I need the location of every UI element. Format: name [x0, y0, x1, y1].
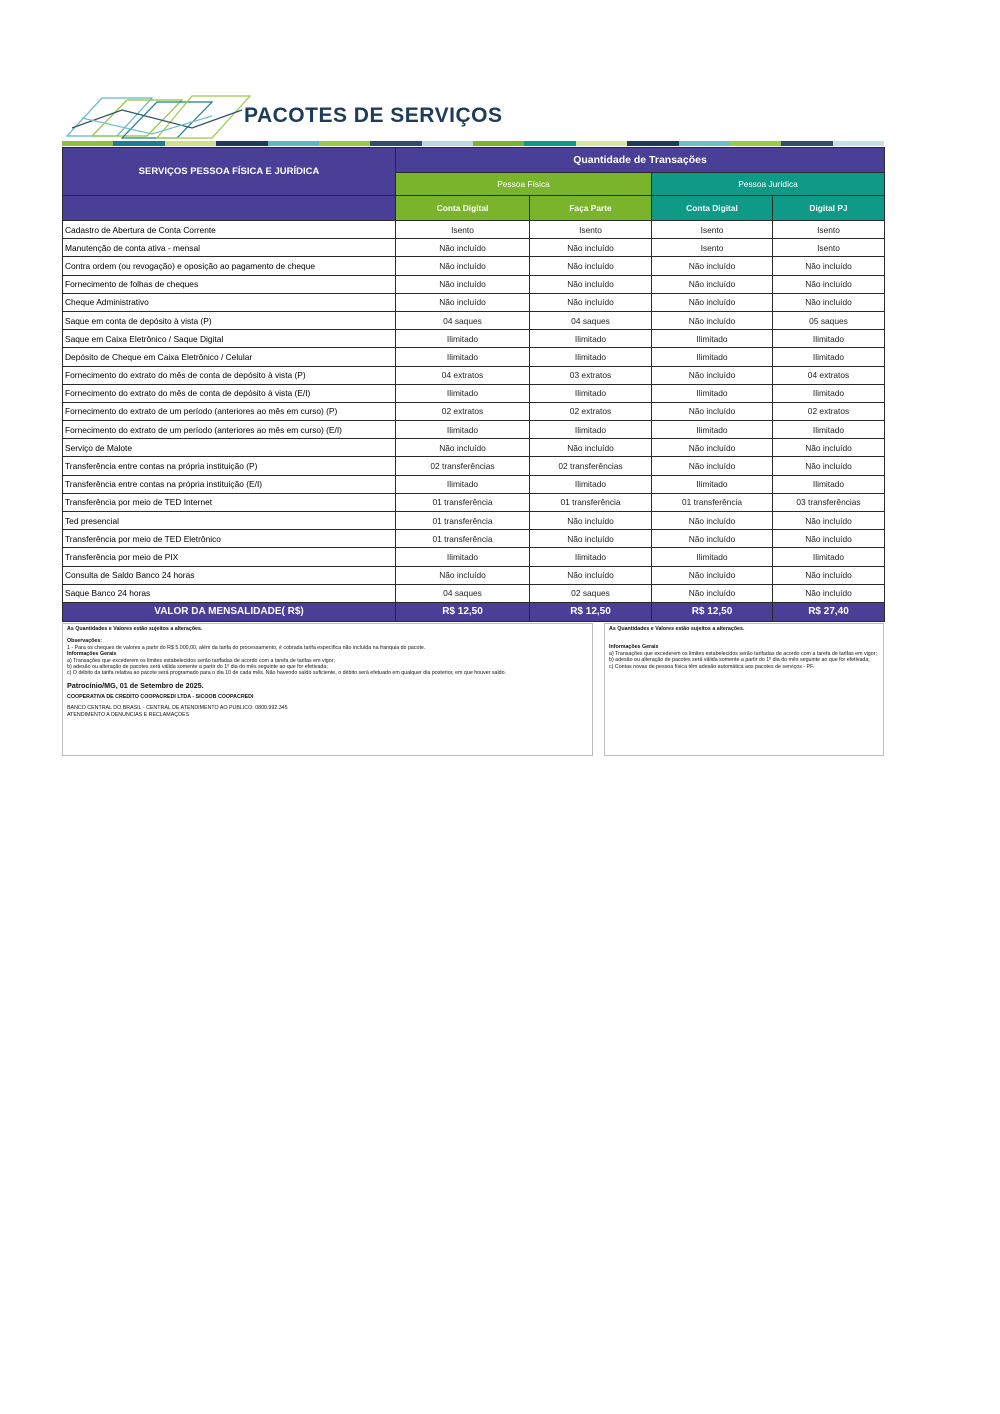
service-value: Não incluído [652, 439, 773, 457]
service-value: Não incluído [652, 584, 773, 602]
service-name: Serviço de Malote [63, 439, 396, 457]
service-value: Ilimitado [652, 384, 773, 402]
service-value: Não incluído [773, 566, 885, 584]
service-value: Ilimitado [652, 330, 773, 348]
service-name: Transferência por meio de TED Eletrônico [63, 530, 396, 548]
service-value: Ilimitado [396, 348, 530, 366]
table-row [63, 348, 885, 366]
table-row [63, 457, 885, 475]
stripe-segment [473, 141, 524, 146]
service-name: Depósito de Cheque em Caixa Eletrônico / Celular [63, 348, 396, 366]
service-value: Não incluído [773, 275, 885, 293]
service-value: Isento [773, 221, 885, 239]
service-value: Não incluído [652, 366, 773, 384]
cooperative-logo-icon [62, 88, 252, 146]
service-value: Não incluído [530, 257, 652, 275]
price-value: R$ 12,50 [530, 602, 652, 621]
service-value: Não incluído [773, 457, 885, 475]
service-value: Não incluído [530, 293, 652, 311]
service-value: Ilimitado [530, 421, 652, 439]
service-name: Fornecimento de folhas de cheques [63, 275, 396, 293]
price-value: R$ 12,50 [652, 602, 773, 621]
place-date: Patrocínio/MG, 01 de Setembro de 2025. [67, 680, 204, 690]
service-value: 05 saques [773, 311, 885, 329]
service-value: 04 extratos [773, 366, 885, 384]
table-row [63, 275, 885, 293]
notes-right-box [604, 623, 884, 756]
service-value: 02 extratos [773, 402, 885, 420]
service-value: Não incluído [530, 439, 652, 457]
service-value: Ilimitado [396, 384, 530, 402]
service-value: Não incluído [773, 584, 885, 602]
stripe-segment [113, 141, 164, 146]
service-value: Não incluído [773, 530, 885, 548]
service-value: Ilimitado [773, 348, 885, 366]
price-value: R$ 12,50 [396, 602, 530, 621]
stripe-segment [370, 141, 421, 146]
table-row [63, 257, 885, 275]
info-b-left: b) adesão ou alteração de pacotes será válida somente a partir do 1º dia do mês seguinte ao que for efetivada; [67, 664, 328, 671]
table-row [63, 475, 885, 493]
stripe-segment [422, 141, 473, 146]
service-value: Não incluído [652, 257, 773, 275]
info-title-right: Informações Gerais [609, 644, 659, 651]
service-value: Ilimitado [396, 421, 530, 439]
stripe-segment [319, 141, 370, 146]
complaints-line: ATENDIMENTO A DENÚNCIAS E RECLAMAÇÕES [67, 711, 190, 718]
info-a-left: a) Transações que excederem os limites estabelecidos serão tarifadas de acordo com a tarefa de tarifas em vigor; [67, 657, 335, 664]
service-name: Manutenção de conta ativa - mensal [63, 239, 396, 257]
quantity-header: Quantidade de Transações [396, 148, 885, 173]
service-value: 04 saques [396, 311, 530, 329]
service-value: Ilimitado [773, 421, 885, 439]
service-value: Não incluído [652, 275, 773, 293]
service-value: Não incluído [530, 239, 652, 257]
service-value: Isento [652, 221, 773, 239]
service-name: Transferência por meio de PIX [63, 548, 396, 566]
cooperative-name: COOPERATIVA DE CRÉDITO COOPACREDI LTDA - SICOOB COOPACREDI [67, 693, 254, 700]
table-row [63, 330, 885, 348]
page-title: PACOTES DE SERVIÇOS [244, 104, 503, 127]
stripe-segment [781, 141, 832, 146]
service-value: Ilimitado [652, 348, 773, 366]
service-value: Não incluído [773, 257, 885, 275]
services-header: SERVIÇOS PESSOA FÍSICA E JURÍDICA [63, 148, 396, 196]
service-name: Consulta de Saldo Banco 24 horas [63, 566, 396, 584]
service-value: Não incluído [652, 530, 773, 548]
service-value: Ilimitado [530, 348, 652, 366]
service-value: 04 saques [530, 311, 652, 329]
service-value: 01 transferência [396, 493, 530, 511]
table-row [63, 493, 885, 511]
stripe-segment [268, 141, 319, 146]
service-value: 02 saques [530, 584, 652, 602]
table-row [63, 439, 885, 457]
col-pf-faca-parte: Faça Parte [530, 196, 652, 221]
service-name: Saque em Caixa Eletrônico / Saque Digital [63, 330, 396, 348]
table-row [63, 402, 885, 420]
price-label: VALOR DA MENSALIDADE( R$) [63, 602, 396, 621]
service-value: Não incluído [652, 311, 773, 329]
table-row [63, 293, 885, 311]
stripe-segment [576, 141, 627, 146]
stripe-segment [165, 141, 216, 146]
service-value: Não incluído [652, 512, 773, 530]
service-value: Ilimitado [530, 330, 652, 348]
col-pj-digital-pj: Digital PJ [773, 196, 885, 221]
service-value: Ilimitado [652, 475, 773, 493]
table-row [63, 530, 885, 548]
service-value: Não incluído [652, 457, 773, 475]
service-value: Ilimitado [396, 475, 530, 493]
service-value: Ilimitado [396, 330, 530, 348]
blank-header [63, 196, 396, 221]
price-value: R$ 27,40 [773, 602, 885, 621]
service-value: 01 transferência [530, 493, 652, 511]
service-value: Não incluído [396, 257, 530, 275]
info-c-left: c) O débito da tarifa relativa ao pacote será programado para o dia 10 de cada mês. Não havendo saldo suficiente, o débito será efetuado em qualquer dia posterior, em que houver saldo. [67, 670, 507, 677]
service-value: Ilimitado [396, 548, 530, 566]
observations-title: Observações: [67, 638, 103, 645]
pf-header: Pessoa Física [396, 173, 652, 196]
info-c-right: c) Contas novas de pessoa física têm adesão automática aos pacotes de serviços - PF. [609, 663, 815, 670]
service-value: Não incluído [773, 512, 885, 530]
table-row [63, 221, 885, 239]
service-value: Ilimitado [773, 330, 885, 348]
table-row [63, 512, 885, 530]
service-value: Não incluído [773, 439, 885, 457]
service-value: 02 extratos [530, 402, 652, 420]
observation-1: 1 - Para os cheques de valores a partir do R$ 5.000,00, além da tarifa do processamento, é cobrada tarifa específica não incluída na franquia do pacote. [67, 644, 426, 651]
stripe-segment [833, 141, 884, 146]
service-value: Não incluído [396, 439, 530, 457]
page-header [62, 88, 884, 146]
service-value: 02 transferências [530, 457, 652, 475]
service-name: Saque em conta de depósito à vista (P) [63, 311, 396, 329]
service-name: Fornecimento do extrato de um período (anteriores ao mês em curso) (E/I) [63, 421, 396, 439]
table-row [63, 566, 885, 584]
service-value: Ilimitado [652, 421, 773, 439]
service-value: Ilimitado [773, 548, 885, 566]
service-value: Não incluído [530, 530, 652, 548]
info-b-right: b) adesão ou alteração de pacotes será válida somente a partir do 1º dia do mês seguinte ao que for efetivada; [609, 657, 870, 664]
info-a-right: a) Transações que excederem os limites estabelecidos serão tarifadas de acordo com a tarefa de tarifas em vigor; [609, 650, 877, 657]
service-value: 02 transferências [396, 457, 530, 475]
service-value: Isento [530, 221, 652, 239]
service-value: 02 extratos [396, 402, 530, 420]
service-name: Fornecimento do extrato do mês de conta de depósito à vista (P) [63, 366, 396, 384]
service-value: Não incluído [396, 293, 530, 311]
notes-right-heading: As Quantidades e Valores estão sujeitos a alterações. [609, 626, 745, 632]
service-value: 01 transferência [652, 493, 773, 511]
service-value: Não incluído [652, 293, 773, 311]
table-row [63, 239, 885, 257]
stripe-segment [62, 141, 113, 146]
table-row [63, 384, 885, 402]
stripe-segment [627, 141, 678, 146]
notes-left-box [62, 623, 593, 756]
table-row [63, 421, 885, 439]
notes-left-heading: As Quantidades e Valores estão sujeitos a alterações. [67, 626, 203, 632]
table-row [63, 548, 885, 566]
service-value: Não incluído [773, 293, 885, 311]
stripe-segment [730, 141, 781, 146]
service-value: Ilimitado [773, 475, 885, 493]
service-value: 03 transferências [773, 493, 885, 511]
service-value: Ilimitado [530, 548, 652, 566]
stripe-segment [216, 141, 267, 146]
col-pf-conta-digital: Conta Digital [396, 196, 530, 221]
service-value: 01 transferência [396, 530, 530, 548]
service-name: Fornecimento do extrato do mês de conta de depósito à vista (E/I) [63, 384, 396, 402]
service-name: Cadastro de Abertura de Conta Corrente [63, 221, 396, 239]
service-value: Não incluído [652, 566, 773, 584]
stripe-segment [524, 141, 575, 146]
service-name: Transferência entre contas na própria instituição (E/I) [63, 475, 396, 493]
service-value: Não incluído [652, 402, 773, 420]
table-row [63, 584, 885, 602]
service-value: Não incluído [396, 566, 530, 584]
service-name: Transferência entre contas na própria instituição (P) [63, 457, 396, 475]
stripe-segment [679, 141, 730, 146]
service-value: Ilimitado [652, 548, 773, 566]
service-value: Ilimitado [530, 475, 652, 493]
service-name: Contra ordem (ou revogação) e oposição ao pagamento de cheque [63, 257, 396, 275]
service-name: Cheque Administrativo [63, 293, 396, 311]
service-value: Isento [773, 239, 885, 257]
service-value: Isento [652, 239, 773, 257]
service-value: 04 saques [396, 584, 530, 602]
service-name: Ted presencial [63, 512, 396, 530]
service-value: Não incluído [530, 512, 652, 530]
service-value: Não incluído [530, 275, 652, 293]
table-row [63, 366, 885, 384]
service-value: Não incluído [396, 239, 530, 257]
bank-central-line: BANCO CENTRAL DO BRASIL - CENTRAL DE ATENDIMENTO AO PÚBLICO: 0800.992.345 [67, 705, 288, 712]
service-value: Isento [396, 221, 530, 239]
service-value: 03 extratos [530, 366, 652, 384]
service-value: 01 transferência [396, 512, 530, 530]
price-row [63, 602, 885, 621]
table-row [63, 311, 885, 329]
services-table [62, 147, 885, 622]
service-name: Transferência por meio de TED Internet [63, 493, 396, 511]
pj-header: Pessoa Jurídica [652, 173, 885, 196]
service-name: Fornecimento do extrato de um período (anteriores ao mês em curso) (P) [63, 402, 396, 420]
service-value: Ilimitado [530, 384, 652, 402]
service-name: Saque Banco 24 horas [63, 584, 396, 602]
col-pj-conta-digital: Conta Digital [652, 196, 773, 221]
service-value: Ilimitado [773, 384, 885, 402]
info-title-left: Informações Gerais [67, 651, 117, 658]
service-value: Não incluído [530, 566, 652, 584]
color-stripe [62, 141, 884, 146]
service-value: 04 extratos [396, 366, 530, 384]
service-value: Não incluído [396, 275, 530, 293]
